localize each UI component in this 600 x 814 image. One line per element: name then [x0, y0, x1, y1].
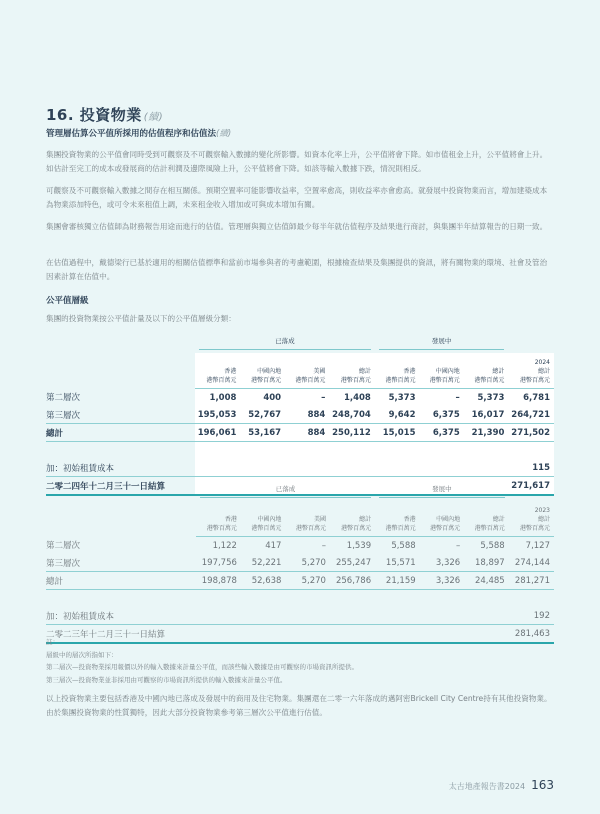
cell: 192	[509, 607, 554, 625]
cell: 18,897	[464, 554, 509, 572]
cell: 1,408	[329, 389, 375, 407]
cell: 884	[285, 424, 329, 442]
cell: 6,781	[508, 389, 554, 407]
cell: 197,756	[196, 554, 241, 572]
cell: 52,638	[241, 572, 286, 590]
cell: 1,122	[212, 540, 237, 551]
cell: 3,326	[420, 554, 465, 572]
note-line: 層級中的層次所指如下：	[46, 650, 118, 659]
cell: 24,485	[464, 572, 509, 590]
col-header: 香港 港幣百萬元	[375, 501, 420, 537]
section-title-text: 16. 投資物業	[46, 106, 142, 124]
page-number: 163	[531, 778, 554, 792]
cell: 21,159	[375, 572, 420, 590]
col-header: 中國內地 港幣百萬元	[420, 353, 464, 389]
cell: 250,112	[329, 424, 375, 442]
cell: 195,053	[195, 406, 241, 424]
cell: 16,017	[464, 406, 509, 424]
cell: 884	[285, 406, 329, 424]
table-row-level-3	[46, 406, 554, 424]
cell: 7,127	[525, 540, 550, 551]
cell: 256,786	[330, 572, 375, 590]
cell: 281,463	[509, 625, 554, 644]
table-row-level-2	[46, 389, 554, 407]
cell: 400	[240, 389, 285, 407]
paragraph-2: 可觀察及不可觀察輸入數據之間存在相互關係。預期空置率可能影響收益率，空置率愈高，則收益率亦會愈高。就發展中投資物業而言，增加建築成本為物業添加特色，或可令未來租值上調，未來租金收入增加或可與成本增加有關。	[46, 186, 548, 209]
col-header: 香港 港幣百萬元	[196, 501, 241, 537]
table-row-add-leasing-cost	[46, 607, 554, 625]
col-header: 總計 港幣百萬元	[329, 353, 375, 389]
group-developing: 發展中	[375, 484, 509, 501]
subsection-title	[46, 127, 231, 139]
table-row-level-2	[46, 537, 554, 555]
col-header: 香港 港幣百萬元	[195, 353, 241, 389]
fair-value-hierarchy-heading: 公平值層級	[46, 296, 89, 306]
column-header-row	[46, 353, 554, 389]
cell: 248,704	[329, 406, 375, 424]
group-completed: 已落成	[196, 484, 375, 501]
col-header: 總計 港幣百萬元	[330, 501, 375, 537]
cell: 5,373	[375, 389, 420, 407]
page-footer	[449, 778, 554, 792]
report-name: 太古地產報告書2024	[448, 782, 526, 791]
note-line: 第三層次—投資物業並非採用由可觀察的市場資訊所提供的輸入數據來計量公平值。	[46, 675, 287, 684]
col-header: 香港 港幣百萬元	[375, 353, 420, 389]
notes	[46, 636, 358, 686]
cell: 15,015	[375, 424, 420, 442]
cell: 255,247	[330, 554, 375, 572]
cell: –	[455, 540, 461, 551]
row-label: 第三層次	[46, 406, 195, 424]
fair-value-table-2024	[46, 336, 554, 496]
row-label: 二零二四年十二月三十一日結算	[46, 477, 195, 496]
continued-marker: (續)	[216, 129, 232, 139]
closing-paragraph: 以上投資物業主要包括香港及中國內地已落成及發展中的商用及住宅物業。集團還在二零一六年落成的邁阿密Brickell City Centre持有其他投資物業。由於集團投資物業的性質獨特，因此大部分投資物業參考第三層次公平值進行估值。	[46, 694, 552, 717]
cell: 1,539	[346, 540, 372, 551]
cell: 52,767	[240, 406, 285, 424]
row-label: 二零二三年十二月三十一日結算	[46, 625, 196, 644]
section-title	[46, 104, 163, 125]
spacer-row	[46, 590, 554, 608]
col-header: 總計 港幣百萬元	[464, 353, 509, 389]
cell: 5,588	[480, 540, 505, 551]
cell: 6,375	[420, 424, 464, 442]
cell: 115	[508, 459, 554, 477]
paragraph-1: 集團投資物業的公平值會同時受到可觀察及不可觀察輸入數據的變化所影響。如資本化率上升，公平值將會下降。如市值租金上升，公平值將會上升。如估計至完工的成本或發展商的估計利潤及邊際風險上升，公平值將會下降。如該等輸入數據下跌，情況則相反。	[46, 150, 548, 173]
continued-marker: (續)	[143, 112, 164, 123]
row-label: 第二層次	[46, 393, 81, 404]
group-completed: 已落成	[195, 336, 375, 353]
col-header: 總計 港幣百萬元	[464, 501, 509, 537]
col-header: 美國 港幣百萬元	[285, 501, 330, 537]
table-row-total	[46, 572, 554, 590]
notes-label: 註：	[46, 638, 59, 646]
col-header: 美國 港幣百萬元	[285, 353, 329, 389]
cell: 5,373	[464, 389, 509, 407]
row-label: 第三層次	[46, 554, 196, 572]
cell: 5,270	[285, 572, 330, 590]
col-header-total-2023: 2023 總計 港幣百萬元	[509, 501, 554, 537]
row-label: 加：初始租賃成本	[46, 459, 195, 477]
col-header: 中國內地 港幣百萬元	[420, 501, 465, 537]
cell: 15,571	[375, 554, 420, 572]
row-label: 加：初始租賃成本	[46, 607, 196, 625]
cell: 5,270	[285, 554, 330, 572]
fair-value-table-2023	[46, 484, 554, 644]
cell: 1,008	[195, 389, 241, 407]
cell: –	[420, 389, 464, 407]
group-header-row	[46, 484, 554, 501]
cell: 196,061	[195, 424, 241, 442]
group-developing: 發展中	[375, 336, 509, 353]
col-header: 中國內地 港幣百萬元	[240, 353, 285, 389]
row-label: 總計	[46, 572, 196, 590]
col-header-total-2024: 2024 總計 港幣百萬元	[508, 353, 554, 389]
subsection-title-text: 管理層估算公平值所採用的估值程序和估值法	[46, 129, 217, 139]
column-header-row	[46, 501, 554, 537]
cell: 271,617	[508, 477, 554, 496]
cell: 53,167	[240, 424, 285, 442]
row-label: 總計	[46, 424, 195, 442]
cell: 417	[265, 540, 282, 551]
cell: 6,375	[420, 406, 464, 424]
table-row-total	[46, 424, 554, 442]
cell: 52,221	[241, 554, 286, 572]
cell: –	[321, 540, 326, 551]
table-row-add-leasing-cost	[46, 459, 554, 477]
fair-value-hierarchy-intro: 集團的投資物業按公平值計量及以下的公平值層級分類：	[46, 314, 236, 323]
cell: 21,390	[464, 424, 509, 442]
cell: 9,642	[375, 406, 420, 424]
group-header-row	[46, 336, 554, 353]
cell: 3,326	[420, 572, 465, 590]
row-label: 第二層次	[46, 541, 81, 552]
col-header: 中國內地 港幣百萬元	[241, 501, 286, 537]
paragraph-3: 集團會審核獨立估值師為財務報告用途而進行的估值。管理層與獨立估值師最少每半年就估值程序及結果進行商討，與集團半年結算報告的日期一致。	[46, 222, 548, 231]
cell: 5,588	[391, 540, 416, 551]
cell: 264,721	[508, 406, 554, 424]
cell: 274,144	[509, 554, 554, 572]
cell: 271,502	[508, 424, 554, 442]
table-row-level-3	[46, 554, 554, 572]
cell: –	[285, 389, 329, 407]
note-line: 第二層次—投資物業採用報價以外的輸入數據來計量公平值，而該些輸入數據是由可觀察的市場資訊所提供。	[46, 663, 358, 671]
cell: 281,271	[509, 572, 554, 590]
cell: 198,878	[196, 572, 241, 590]
paragraph-4: 在估值過程中，戴德梁行已基於適用的相關估值標準和當前市場參與者的考慮範圍，根據檢查結果及集團提供的資訊，將有關物業的環境、社會及管治因素計算在估值中。	[46, 258, 548, 281]
spacer-row	[46, 442, 554, 460]
